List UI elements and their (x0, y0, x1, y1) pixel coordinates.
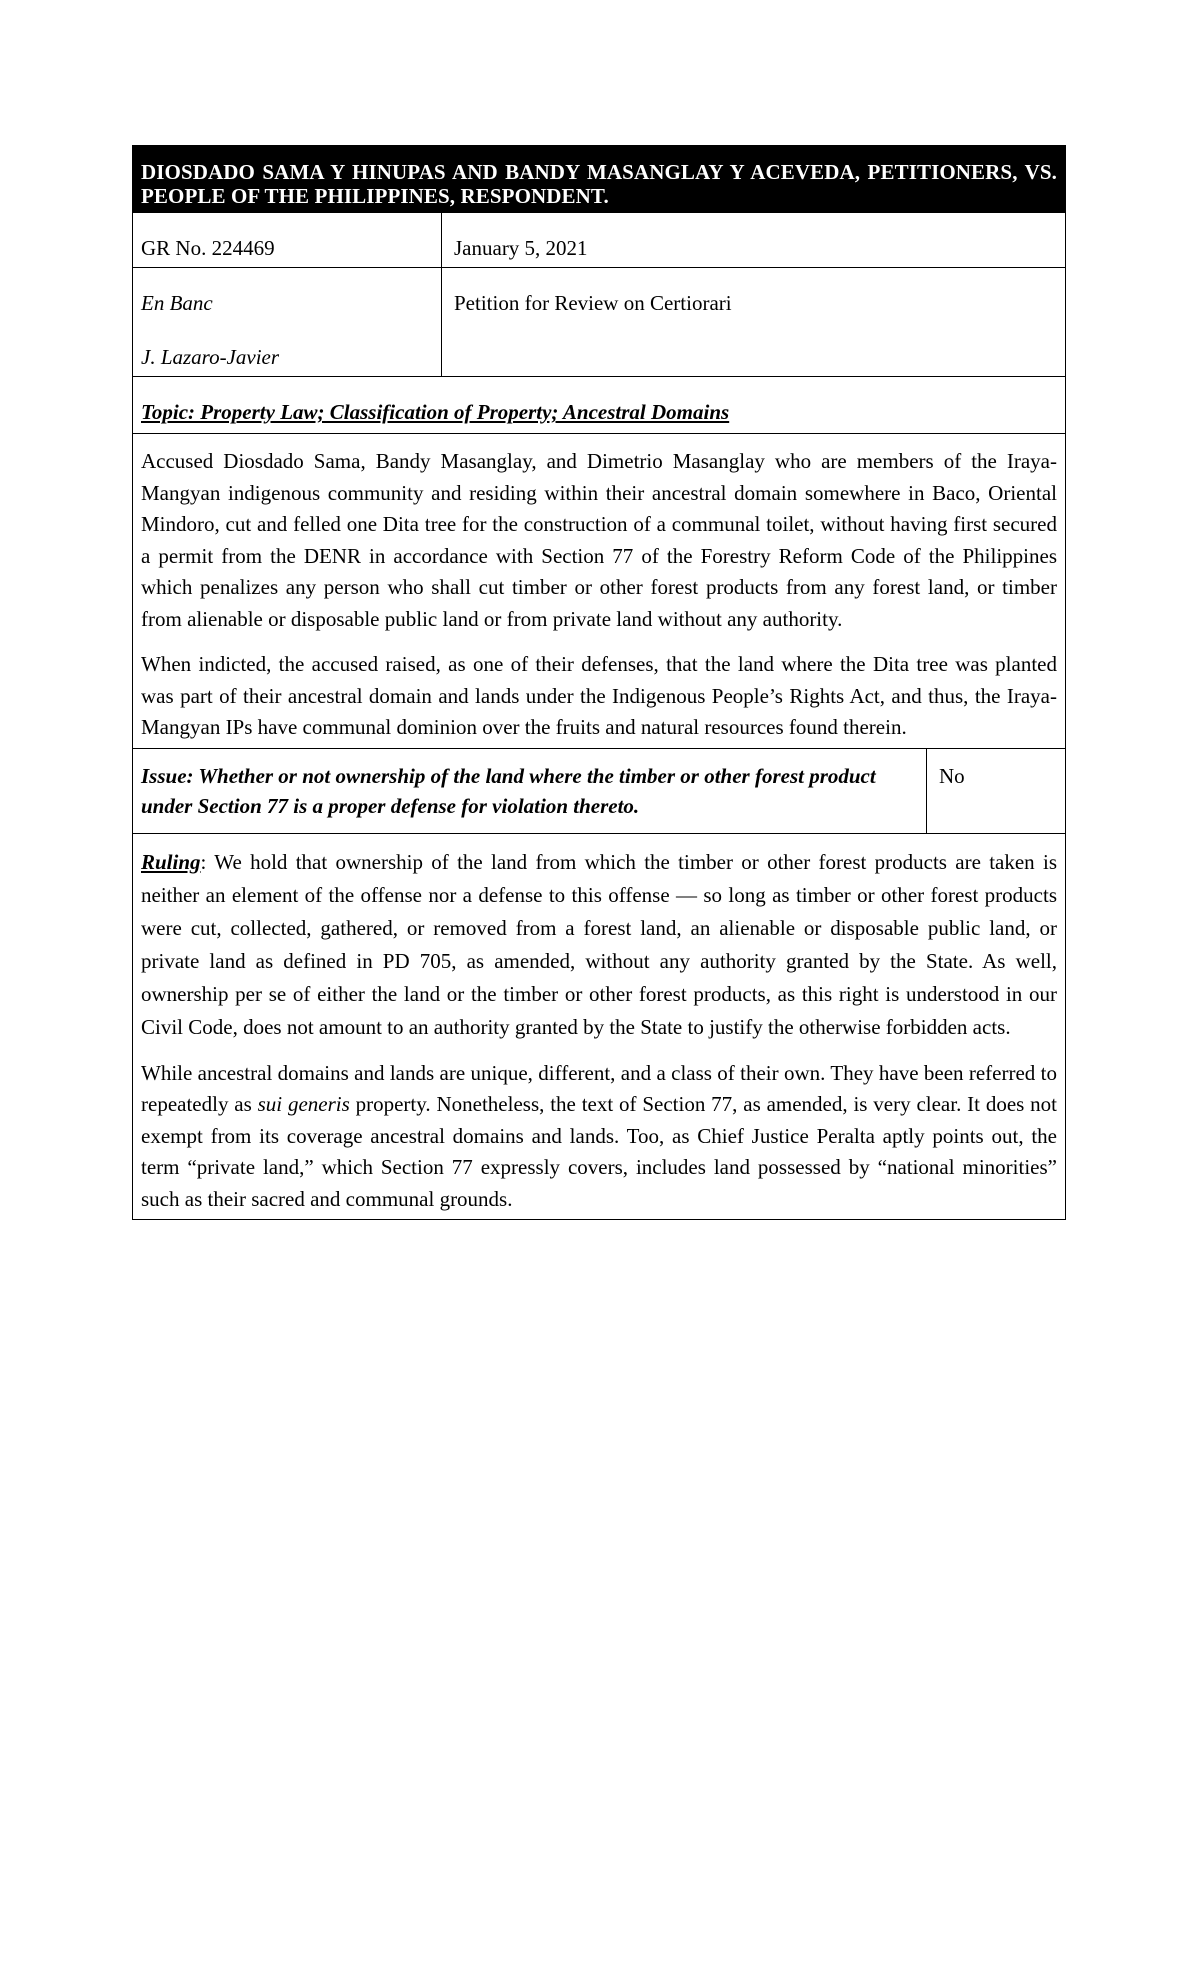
gr-number: GR No. 224469 (133, 213, 442, 267)
court-division: En Banc (141, 291, 213, 315)
court-cell (133, 268, 442, 376)
court-row (133, 267, 1065, 376)
case-digest-table (132, 145, 1066, 1220)
ruling-text: property. Nonetheless, the text of Section 77, as amended, is very clear. It does not exempt from its coverage ancestral domains and lands. Too, as Chief Justice Peralta aptly points out, the term “private land,” which Section 77 expressly covers, includes land possessed by “national minorities” such as their sacred and communal grounds. (141, 1092, 1057, 1211)
issue-row (133, 748, 1065, 833)
topic: Topic: Property Law; Classification of Property; Ancestral Domains (141, 400, 730, 424)
remedy: Petition for Review on Certiorari (454, 291, 732, 315)
ruling-text: : We hold that ownership of the land from which the timber or other forest products are taken is neither an element of the offense nor a defense to this offense — so long as timber or other forest products were cut, collected, gathered, or removed from a forest land, an alienable or disposable public land, or private land as defined in PD 705, as amended, without any authority granted by the State. As well, ownership per se of either the land or the timber or other forest products, as this right is understood in our Civil Code, does not amount to an authority granted by the State to justify the otherwise forbidden acts. (141, 849, 1057, 1039)
ruling-label: Ruling (141, 849, 201, 874)
sui-generis-term: sui generis (257, 1092, 350, 1116)
case-title (133, 146, 1065, 212)
case-title-text: DIOSDADO SAMA Y HINUPAS AND BANDY MASANGLAY Y ACEVEDA, PETITIONERS, VS. PEOPLE OF THE PHILIPPINES, RESPONDENT. (141, 160, 1057, 208)
case-info-row (133, 212, 1065, 267)
ruling-text: While ancestral domains and lands are unique, different, and a class of their own. They have been referred to repeatedly as (141, 1060, 1057, 1116)
topic-row (133, 376, 1065, 433)
ruling-paragraph (141, 1058, 1057, 1216)
decision-date: January 5, 2021 (454, 236, 588, 260)
ponente: J. Lazaro-Javier (141, 345, 280, 369)
ruling-section (133, 833, 1065, 1220)
issue-answer: No (939, 763, 965, 788)
facts-paragraph: When indicted, the accused raised, as one of their defenses, that the land where the Dita tree was planted was part of their ancestral domain and lands under the Indigenous People’s Rights Act, and thus, the Iraya-Mangyan IPs have communal dominion over the fruits and natural resources found therein. (141, 652, 1057, 739)
issue-text: Issue: Whether or not ownership of the land where the timber or other forest product under Section 77 is a proper defense for violation thereto. (133, 749, 927, 833)
facts-paragraph: Accused Diosdado Sama, Bandy Masanglay, and Dimetrio Masanglay who are members of the Iraya-Mangyan indigenous community and residing within their ancestral domain somewhere in Baco, Oriental Mindoro, cut and felled one Dita tree for the construction of a communal toilet, without having first secured a permit from the DENR in accordance with Section 77 of the Forestry Reform Code of the Philippines which penalizes any person who shall cut timber or other forest products from any forest land, or timber from alienable or disposable public land or from private land without any authority. (141, 449, 1057, 631)
facts-section (133, 433, 1065, 748)
ruling-paragraph (141, 846, 1057, 1044)
